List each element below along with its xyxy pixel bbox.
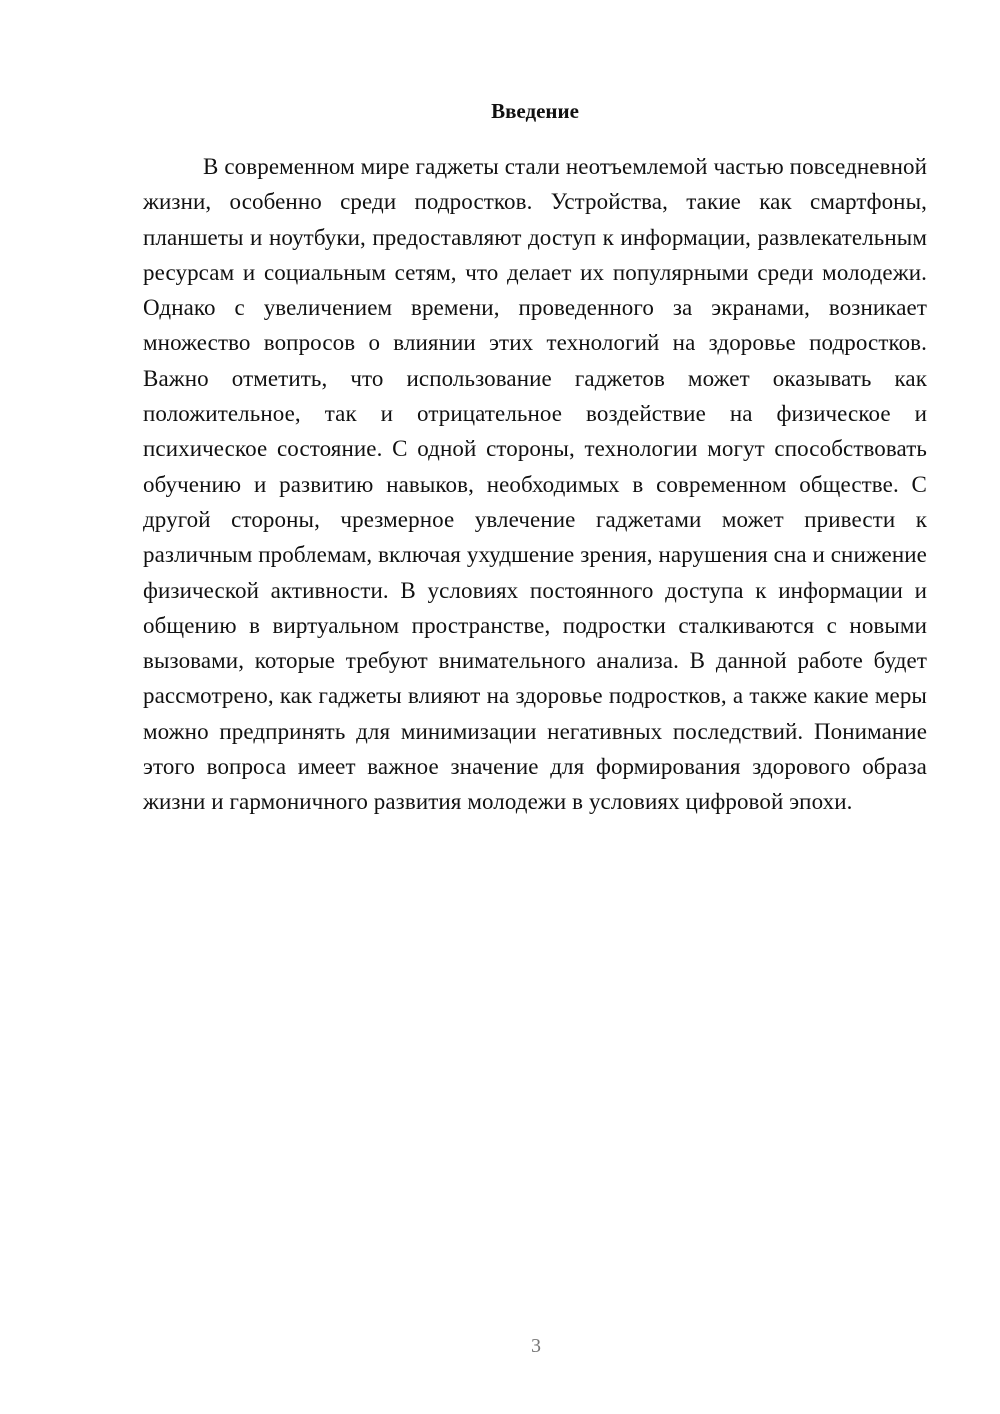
introduction-paragraph: В современном мире гаджеты стали неотъемлемой частью повседневной жизни, особенно среди подростков. Устройства, такие как смартфоны, планшеты и ноутбуки, предоставляют доступ к информации, развлекательным ресурсам и социальным сетям, что делает их популярными среди молодежи. Однако с увеличением времени, проведенного за экранами, возникает множество вопросов о влиянии этих технологий на здоровье подростков. Важно отметить, что использование гаджетов может оказывать как положительное, так и отрицательное воздействие на физическое и психическое состояние. С одной стороны, технологии могут способствовать обучению и развитию навыков, необходимых в современном обществе. С другой стороны, чрезмерное увлечение гаджетами может привести к различным проблемам, включая ухудшение зрения, нарушения сна и снижение физической активности. В условиях постоянного доступа к информации и общению в виртуальном пространстве, подростки сталкиваются с новыми вызовами, которые требуют внимательного анализа. В данной работе будет рассмотрено, как гаджеты влияют на здоровье подростков, а также какие меры можно предпринять для минимизации негативных последствий. Понимание этого вопроса имеет важное значение для формирования здорового образа жизни и гармоничного развития молодежи в условиях цифровой эпохи. xyxy=(143,154,927,815)
section-heading: Введение xyxy=(491,99,579,123)
page-number: 3 xyxy=(531,1335,541,1357)
page-content xyxy=(143,96,927,820)
